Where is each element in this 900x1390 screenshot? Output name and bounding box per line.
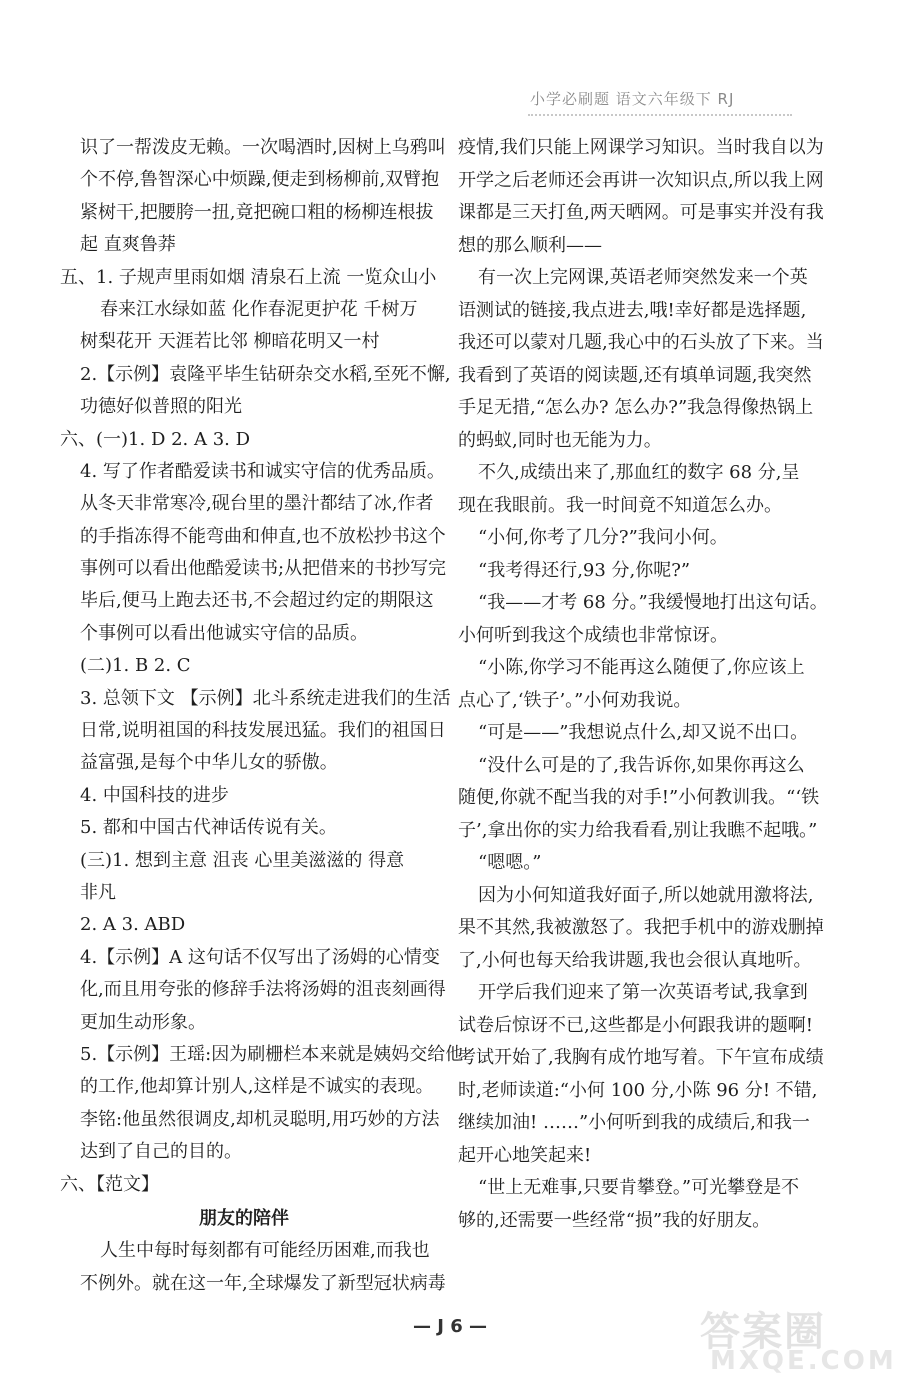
header-dotted-rule: [528, 114, 792, 116]
text-line: 随便,你就不配当我的对手!”小何教训我。“‘铁: [458, 787, 820, 808]
text-line: 毕后,便马上跑去还书,不会超过约定的期限这: [80, 590, 434, 612]
text-line: 化,而且用夸张的修辞手法将汤姆的沮丧刻画得: [80, 979, 446, 1001]
text-line: 5. 都和中国古代神话传说有关。: [80, 817, 337, 839]
text-line: 事例可以看出他酷爱读书;从把借来的书抄写完: [80, 558, 447, 580]
text-line: 起 直爽鲁莽: [80, 234, 176, 256]
text-line: 从冬天非常寒冷,砚台里的墨汁都结了冰,作者: [80, 493, 434, 515]
text-line: 时,老师读道:“小何 100 分,小陈 96 分! 不错,: [458, 1079, 818, 1101]
text-line: 树梨花开 天涯若比邻 柳暗花明又一村: [80, 331, 380, 353]
text-line: (二)1. B 2. C: [80, 655, 191, 677]
text-line: 开学后我们迎来了第一次英语考试,我拿到: [478, 982, 808, 1003]
text-line: 五、1. 子规声里雨如烟 清泉石上流 一览众山小: [60, 266, 437, 288]
text-line: 手足无措,“怎么办? 怎么办?”我急得像热锅上: [458, 397, 814, 418]
left-text-column: [60, 132, 464, 1300]
page-number: — J 6 —: [412, 1316, 488, 1337]
watermark-logo: [700, 1300, 897, 1380]
essay-title: 朋友的陪伴: [199, 1207, 289, 1229]
text-line: 4.【示例】A 这句话不仅写出了汤姆的心情变: [80, 946, 440, 968]
text-line: 更加生动形象。: [80, 1011, 206, 1033]
text-line: 功德好似普照的阳光: [80, 396, 242, 418]
right-text-column: [458, 132, 828, 1237]
text-line: 六、【范文】: [60, 1173, 159, 1195]
text-line: “嗯嗯。”: [478, 852, 542, 873]
text-line: 人生中每时每刻都有可能经历困难,而我也: [100, 1240, 430, 1262]
text-line: 想的那么顺利——: [458, 234, 602, 256]
text-line: 我还可以蒙对几题,我心中的石头放了下来。当: [458, 332, 824, 353]
text-line: 个事例可以看出他诚实守信的品质。: [80, 622, 368, 644]
text-line: 个不停,鲁智深心中烦躁,便走到杨柳前,双臂抱: [80, 169, 440, 191]
text-line: 有一次上完网课,英语老师突然发来一个英: [478, 267, 808, 288]
text-line: “没什么可是的了,我告诉你,如果你再这么: [478, 754, 805, 776]
text-line: 子’,拿出你的实力给我看看,别让我瞧不起哦。”: [458, 819, 818, 841]
text-line: 紧树干,把腰胯一扭,竟把碗口粗的杨柳连根拔: [80, 201, 434, 223]
text-line: 开学之后老师还会再讲一次知识点,所以我上网: [458, 169, 824, 191]
text-line: “我——才考 68 分。”我缓慢地打出这句话。: [478, 592, 828, 613]
text-line: 课都是三天打鱼,两天晒网。可是事实并没有我: [458, 202, 824, 223]
text-line: 4. 中国科技的进步: [80, 784, 229, 806]
text-line: 益富强,是每个中华儿女的骄傲。: [80, 752, 338, 774]
running-header: 小学必刷题 语文六年级下 RJ: [530, 90, 735, 108]
text-line: 的手指冻得不能弯曲和伸直,也不放松抄书这个: [80, 525, 446, 547]
text-line: 4. 写了作者酷爱读书和诚实守信的优秀品质。: [80, 460, 445, 482]
text-line: 的工作,他却算计别人,这样是不诚实的表现。: [80, 1076, 434, 1098]
text-line: 不例外。就在这一年,全球爆发了新型冠状病毒: [80, 1272, 446, 1294]
text-line: “我考得还行,93 分,你呢?”: [478, 559, 691, 581]
text-line: 因为小何知道我好面子,所以她就用激将法,: [478, 884, 814, 906]
text-line: 六、(一)1. D 2. A 3. D: [60, 428, 251, 450]
text-line: 试卷后惊讶不已,这些都是小何跟我讲的题啊!: [458, 1014, 813, 1036]
text-line: 达到了自己的目的。: [80, 1141, 242, 1163]
text-line: 2.【示例】袁隆平毕生钻研杂交水稻,至死不懈,: [80, 363, 451, 385]
text-line: 够的,还需要一些经常“损”我的好朋友。: [458, 1209, 771, 1231]
text-line: 日常,说明祖国的科技发展迅猛。我们的祖国日: [80, 720, 446, 742]
text-line: 我看到了英语的阅读题,还有填单词题,我突然: [458, 364, 812, 386]
text-line: (三)1. 想到主意 沮丧 心里美滋滋的 得意: [80, 849, 405, 871]
text-line: “小何,你考了几分?”我问小何。: [478, 527, 728, 548]
text-line: 不久,成绩出来了,那血红的数字 68 分,呈: [478, 462, 800, 483]
text-line: 识了一帮泼皮无赖。一次喝酒时,因树上乌鸦叫: [80, 137, 446, 158]
text-line: 起开心地笑起来!: [458, 1144, 592, 1166]
text-line: 现在我眼前。我一时间竟不知道怎么办。: [458, 494, 782, 516]
text-line: 继续加油! ……”小何听到我的成绩后,和我一: [458, 1112, 810, 1133]
text-line: 小何听到我这个成绩也非常惊讶。: [458, 624, 728, 646]
text-line: 的蚂蚁,同时也无能为力。: [458, 429, 662, 451]
text-line: “世上无难事,只要肯攀登。”可光攀登是不: [478, 1177, 800, 1198]
text-line: 了,小何也每天给我讲题,我也会很认真地听。: [458, 949, 812, 971]
text-line: 非凡: [80, 881, 116, 903]
text-line: “小陈,你学习不能再这么随便了,你应该上: [478, 657, 805, 678]
text-line: 考试开始了,我胸有成竹地写着。下午宣布成绩: [458, 1047, 824, 1068]
text-line: 疫情,我们只能上网课学习知识。当时我自以为: [458, 137, 824, 158]
text-line: 语测试的链接,我点进去,哦!幸好都是选择题,: [458, 299, 807, 321]
text-line: “可是——”我想说点什么,却又说不出口。: [478, 722, 809, 743]
text-line: 点心了,‘铁子’。”小何劝我说。: [458, 689, 692, 711]
watermark-site-text: MXQE.COM: [710, 1346, 897, 1376]
text-line: 3. 总领下文 【示例】北斗系统走进我们的生活: [80, 687, 451, 709]
watermark-main-text: 答案圈: [700, 1309, 826, 1355]
text-line: 果不其然,我被激怒了。我把手机中的游戏删掉: [458, 917, 824, 938]
text-line: 2. A 3. ABD: [80, 914, 186, 936]
text-line: 5.【示例】王瑶:因为刷栅栏本来就是姨妈交给他: [80, 1043, 464, 1065]
text-line: 春来江水绿如蓝 化作春泥更护花 千树万: [100, 298, 418, 320]
text-line: 李铭:他虽然很调皮,却机灵聪明,用巧妙的方法: [80, 1108, 440, 1130]
